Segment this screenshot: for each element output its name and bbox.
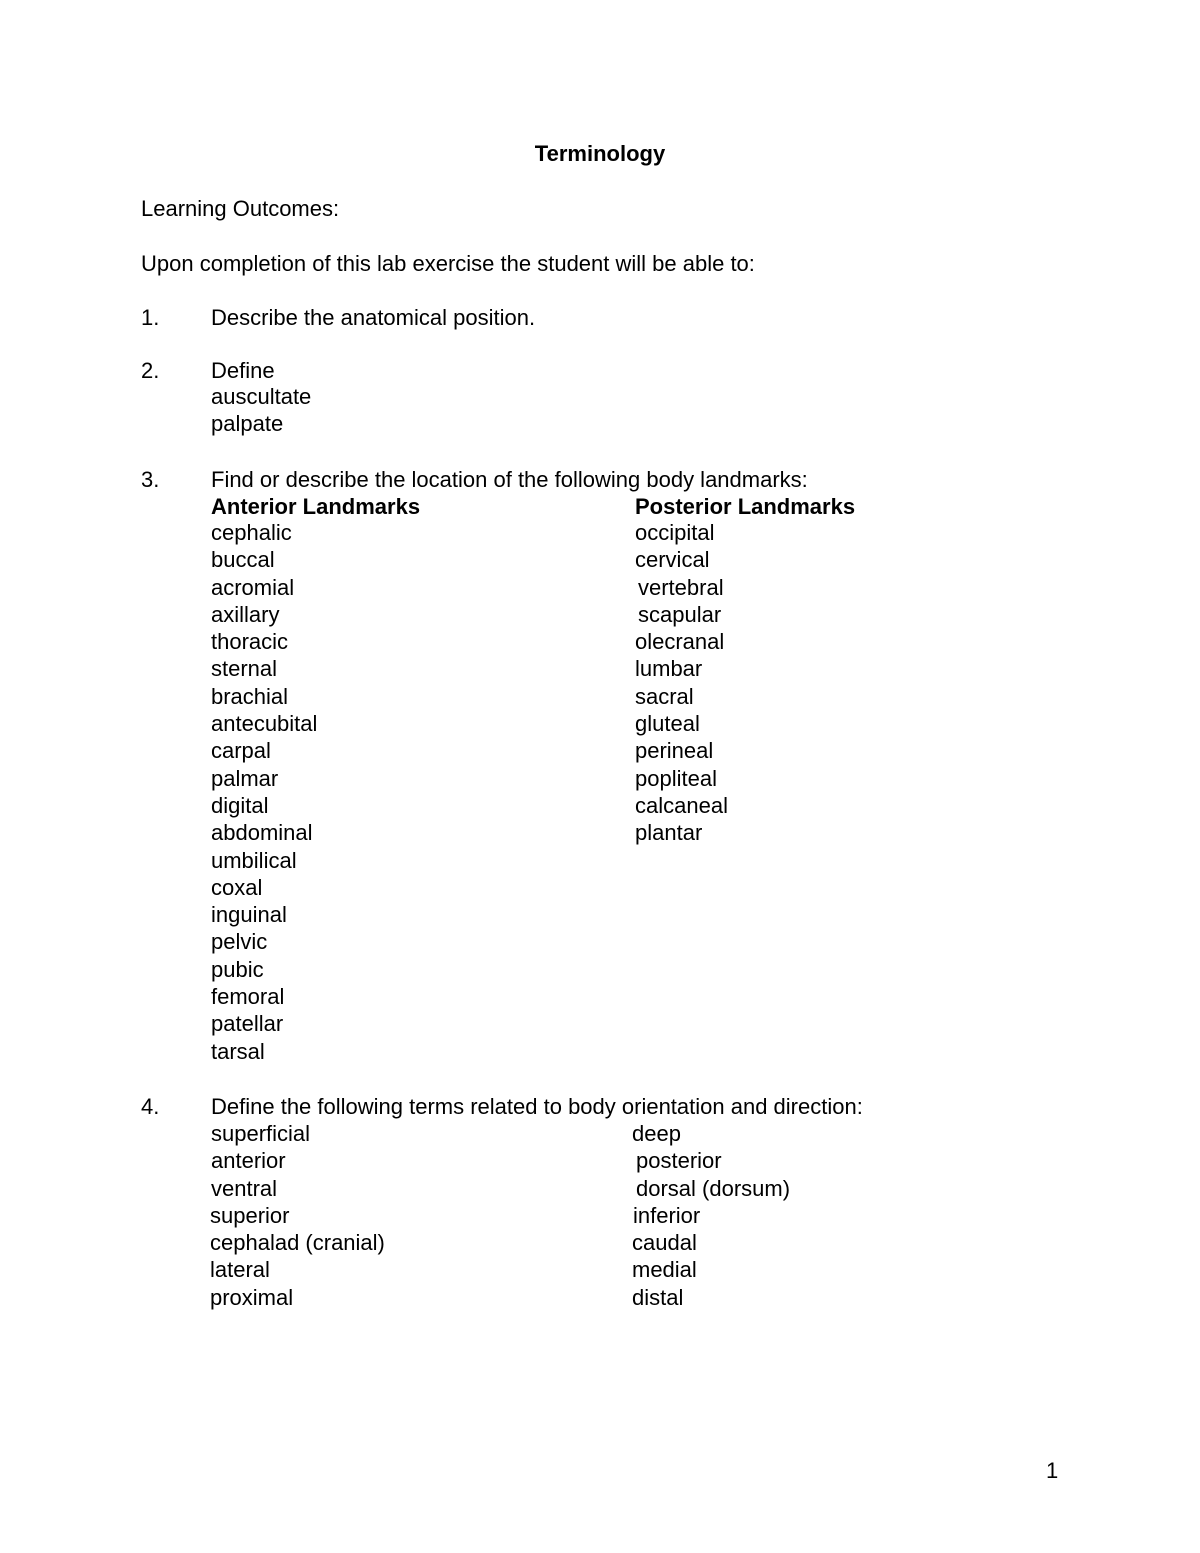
list-item: proximal [210, 1284, 294, 1310]
term-palpate: palpate [211, 411, 284, 437]
list-item: carpal [211, 738, 271, 764]
item-1-text: Describe the anatomical position. [211, 305, 536, 330]
list-item: olecranal [635, 629, 725, 655]
list-item: calcaneal [635, 792, 728, 818]
list-item: umbilical [211, 847, 297, 873]
item-3-text: Find or describe the location of the following body landmarks: [211, 467, 808, 492]
item-4-number: 4. [141, 1094, 160, 1119]
list-item: medial [632, 1257, 697, 1283]
list-item: vertebral [638, 574, 724, 600]
list-item: superficial [211, 1121, 311, 1146]
list-item: abdominal [211, 820, 313, 846]
list-item: sacral [635, 683, 694, 709]
orientation-terms-left [210, 1120, 385, 1311]
list-item: axillary [211, 601, 280, 627]
list-item: gluteal [635, 711, 700, 737]
anterior-landmarks-heading: Anterior Landmarks [211, 494, 421, 519]
posterior-landmarks-list [635, 519, 728, 847]
list-item: digital [211, 792, 269, 818]
list-item: buccal [211, 547, 275, 573]
list-item: ventral [211, 1175, 278, 1201]
list-item: pubic [211, 956, 264, 982]
intro-text: Upon completion of this lab exercise the student will be able to: [141, 251, 755, 276]
list-item: brachial [211, 683, 289, 709]
list-item: femoral [211, 984, 285, 1010]
list-item: lateral [210, 1257, 270, 1283]
list-item: acromial [211, 574, 295, 600]
list-item: plantar [635, 820, 703, 846]
list-item: anterior [211, 1148, 286, 1174]
list-item: lumbar [635, 656, 703, 682]
list-item: caudal [632, 1230, 697, 1256]
list-item: superior [210, 1202, 290, 1228]
list-item: inguinal [211, 902, 287, 928]
anterior-landmarks-list [211, 519, 317, 1065]
list-item: deep [632, 1121, 681, 1146]
posterior-landmarks-heading: Posterior Landmarks [635, 494, 856, 519]
list-item: thoracic [211, 629, 289, 655]
learning-outcomes-heading: Learning Outcomes: [141, 196, 340, 221]
list-item: coxal [211, 874, 263, 900]
item-2-terms [211, 383, 311, 438]
page-number: 1 [1046, 1458, 1059, 1483]
list-item: distal [632, 1284, 684, 1310]
list-item: popliteal [635, 765, 717, 791]
list-item: antecubital [211, 711, 318, 737]
list-item: dorsal (dorsum) [636, 1175, 791, 1201]
list-item: sternal [211, 656, 278, 682]
term-auscultate: auscultate [211, 384, 312, 409]
item-2-text: Define [211, 358, 275, 383]
list-item: perineal [635, 738, 714, 764]
list-item: pelvic [211, 929, 268, 955]
list-item: palmar [211, 765, 279, 791]
list-item: cephalic [211, 520, 292, 545]
orientation-terms-right [632, 1120, 790, 1311]
page-title: Terminology [534, 141, 666, 166]
list-item: cervical [635, 547, 710, 573]
list-item: tarsal [211, 1038, 265, 1064]
list-item: inferior [633, 1202, 701, 1228]
list-item: patellar [211, 1011, 284, 1037]
item-2-number: 2. [141, 358, 160, 383]
item-1-number: 1. [141, 305, 160, 330]
list-item: posterior [636, 1148, 722, 1174]
item-3-number: 3. [141, 467, 160, 492]
list-item: cephalad (cranial) [210, 1230, 385, 1256]
list-item: scapular [638, 601, 722, 627]
item-4-text: Define the following terms related to body orientation and direction: [211, 1094, 863, 1119]
list-item: occipital [635, 520, 715, 545]
